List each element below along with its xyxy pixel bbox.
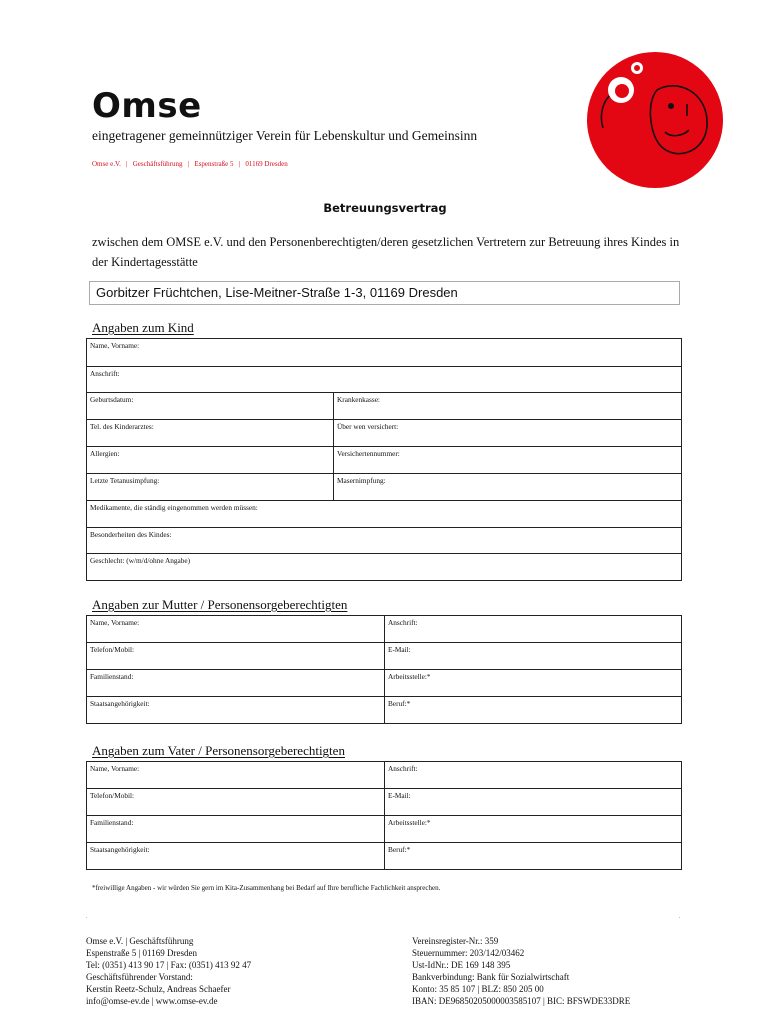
facility-value: Gorbitzer Früchtchen, Lise-Meitner-Straße 1-3, 01169 Dresden [96,285,458,300]
field-label: Name, Vorname: [90,764,140,773]
document-title: Betreuungsvertrag [323,201,447,215]
child-address-field[interactable] [87,367,682,393]
footnote: *freiwillige Angaben - wir würden Sie gern im Kita-Zusammenhang bei Bedarf auf Ihre berufliche Fachlichkeit ansprechen. [92,884,441,892]
field-label: E-Mail: [388,645,411,654]
footer-line: Vereinsregister-Nr.: 359 [412,936,499,946]
field-label: Tel. des Kinderarztes: [90,422,154,431]
field-label: Telefon/Mobil: [90,791,135,800]
field-label: Geburtsdatum: [90,395,134,404]
footer-line: Bankverbindung: Bank für Sozialwirtschaft [412,972,570,982]
address-part: Geschäftsführung [132,160,183,168]
mother-table [86,615,682,724]
intro-text: zwischen dem OMSE e.V. und den Personenberechtigten/deren gesetzlichen Vertretern zur Betreuung ihres Kindes in der Kindertagesstätte [92,235,680,269]
tetanus-vaccination-field[interactable] [87,474,334,501]
address-part: Espenstraße 5 [194,160,234,168]
allergies-field[interactable] [87,447,334,474]
pediatrician-phone-field[interactable] [87,420,334,447]
address-part: Omse e.V. [92,160,121,168]
mother-profession-field[interactable] [385,697,682,724]
father-section-heading: Angaben zum Vater / Personensorgeberechtigten [92,743,345,758]
footer-right [412,935,630,1007]
father-table [86,761,682,870]
father-email-field[interactable] [385,789,682,816]
address-separator: | [187,160,190,168]
footer-line: Kerstin Reetz-Schulz, Andreas Schaefer [86,984,231,994]
footer-line: Tel: (0351) 413 90 17 | Fax: (0351) 413 92 47 [86,960,252,970]
medication-field[interactable] [87,501,682,528]
father-phone-field[interactable] [87,789,385,816]
field-label: Anschrift: [90,369,120,378]
mother-workplace-field[interactable] [385,670,682,697]
mother-nationality-field[interactable] [87,697,385,724]
insurance-number-field[interactable] [334,447,682,474]
footer-left [86,935,251,1007]
field-label: Beruf:* [388,845,411,854]
field-label: Beruf:* [388,699,411,708]
father-profession-field[interactable] [385,843,682,870]
field-label: Anschrift: [388,764,418,773]
address-line [92,160,288,168]
org-name: Omse [92,86,202,126]
footer-line: Omse e.V. | Geschäftsführung [86,936,194,946]
field-label: Familienstand: [90,818,134,827]
field-label: Medikamente, die ständig eingenommen werden müssen: [90,503,258,512]
gender-field[interactable] [87,554,682,581]
birthdate-field[interactable] [87,393,334,420]
field-label: Name, Vorname: [90,618,140,627]
field-label: Masernimpfung: [337,476,386,485]
field-label: Besonderheiten des Kindes: [90,530,172,539]
field-label: Arbeitsstelle:* [388,818,431,827]
father-name-field[interactable] [87,762,385,789]
father-marital-status-field[interactable] [87,816,385,843]
field-label: Familienstand: [90,672,134,681]
footer-line: Geschäftsführender Vorstand: [86,972,193,982]
child-section-heading: Angaben zum Kind [92,320,194,335]
field-label: Versichertennummer: [337,449,400,458]
mother-marital-status-field[interactable] [87,670,385,697]
page-mark-right: . [679,914,681,920]
address-separator: | [126,160,128,168]
mother-name-field[interactable] [87,616,385,643]
facility-field[interactable] [89,281,680,305]
field-label: Letzte Tetanusimpfung: [90,476,160,485]
measles-vaccination-field[interactable] [334,474,682,501]
page-mark-left: . [86,914,88,920]
footer-line: Ust-IdNr.: DE 169 148 395 [412,960,511,970]
field-label: Staatsangehörigkeit: [90,845,150,854]
field-label: Telefon/Mobil: [90,645,135,654]
insured-via-field[interactable] [334,420,682,447]
org-subtitle: eingetragener gemeinnütziger Verein für Lebenskultur und Gemeinsinn [92,128,478,143]
footer-line: Espenstraße 5 | 01169 Dresden [86,948,197,958]
mother-phone-field[interactable] [87,643,385,670]
field-label: Geschlecht: (w/m/d/ohne Angabe) [90,556,191,565]
father-address-field[interactable] [385,762,682,789]
child-name-field[interactable] [87,339,682,367]
field-label: Anschrift: [388,618,418,627]
field-label: E-Mail: [388,791,411,800]
omse-logo [585,50,725,190]
address-separator: | [238,160,241,168]
child-table [86,338,682,581]
special-notes-field[interactable] [87,528,682,554]
field-label: Staatsangehörigkeit: [90,699,150,708]
father-nationality-field[interactable] [87,843,385,870]
field-label: Arbeitsstelle:* [388,672,431,681]
health-insurance-field[interactable] [334,393,682,420]
footer-line: IBAN: DE96850205000003585107 | BIC: BFSWDE33DRE [412,996,631,1006]
mother-section-heading: Angaben zur Mutter / Personensorgeberechtigten [92,597,348,612]
footer-contact-line: info@omse-ev.de | www.omse-ev.de [86,996,218,1006]
field-label: Name, Vorname: [90,341,140,350]
field-label: Über wen versichert: [337,422,399,431]
father-workplace-field[interactable] [385,816,682,843]
field-label: Allergien: [90,449,120,458]
mother-address-field[interactable] [385,616,682,643]
mother-email-field[interactable] [385,643,682,670]
field-label: Krankenkasse: [337,395,380,404]
footer-line: Konto: 35 85 107 | BLZ: 850 205 00 [412,984,544,994]
address-part: 01169 Dresden [245,160,288,168]
footer-line: Steuernummer: 203/142/03462 [412,948,525,958]
